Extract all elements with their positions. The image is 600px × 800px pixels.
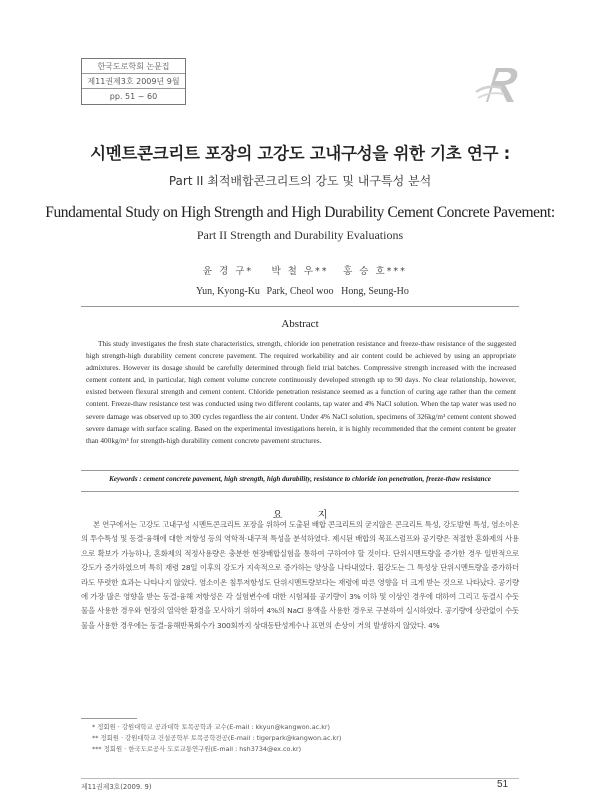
- keywords: Keywords : cement concrete pavement, high strength, high durability, resistance to chloride ion penetration, freeze-thaw resistance: [109, 475, 491, 483]
- journal-info-box: [81, 58, 186, 105]
- footnote: *** 정회원 · 한국도로공사 도로교통연구원(E-mail : hsh3734@ex.co.kr): [92, 745, 302, 753]
- page-number: 51: [497, 779, 509, 790]
- paper-subtitle-korean: Part II 최적배합콘크리트의 강도 및 내구특성 분석: [168, 174, 432, 188]
- divider: [81, 306, 519, 307]
- paper-subtitle-english: Part II Strength and Durability Evaluations: [196, 228, 404, 242]
- journal-r-logo-icon: [472, 62, 520, 106]
- footnote: ** 정회원 · 강원대학교 건설공학부 토목공학전공(E-mail : tigerpark@kangwon.ac.kr): [92, 734, 342, 742]
- abstract-heading: Abstract: [281, 318, 319, 330]
- journal-name: 한국도로학회 논문집: [82, 59, 185, 74]
- author-3: [315, 263, 435, 297]
- author-name-english: Park, Cheol woo: [266, 286, 334, 297]
- footer-issue: 제11권제3호(2009. 9): [81, 783, 152, 791]
- divider: [81, 470, 519, 471]
- abstract-body: This study investigates the fresh state characteristics, strength, chloride ion penetration resistance and freeze-thaw resistance of the suggested high strength-high durability cement concrete pavement. The required workability and air content could be achieved by using an appropriate admixtures. However its dosage should be carefully determined through field trial batches. Compressive strength increased with the increased cement content and, in particular, high cement volume concrete continuously developed strength up to 90 days. No clear relationship, however, existed between flexural strength and cement content. Chloride penetration resistance seemed as a function of curing age rather than the cement content. Freeze-thaw resistance test was conducted using two different coolants, tap water and 4% NaCl solution. When the tap water was used no severe damage was observed up to 300 cycles regardless the air content. Under 4% NaCl solution, specimens of 326kg/m³ cement content showed severe damage with surface scaling. Based on the experimental investigations herein, it is highly recommended that the cement content be greater than 400kg/m³ for strength-high durability cement concrete pavement structures.: [86, 339, 516, 445]
- journal-issue: 제11권제3호 2009년 9월: [82, 74, 185, 89]
- journal-pages: pp. 51 ~ 60: [109, 92, 158, 101]
- author-name-korean: 홍 승 호***: [343, 266, 407, 277]
- footnote: * 정회원 · 강원대학교 공과대학 토목공학과 교수(E-mail : kkyun@kangwon.ac.kr): [92, 723, 331, 731]
- author-name-english: Yun, Kyong-Ku: [196, 286, 260, 297]
- summary-body: 본 연구에서는 고강도 고내구성 시멘트콘크리트 포장을 위하여 도출된 배합 콘크리트의 굳지않은 콘크리트 특성, 강도발현 특성, 염소이온의 투수특성 및 동결-융해에 대한 저항성 등의 역학적·내구적 특성을 분석하였다. 제시된 배합의 목표스럼프와 공기량은 적절한 혼화제의 사용으로 확보가 가능하나, 혼화제의 적정사용량은 충분한 현장배합실험을 통하여 구하여야 할 것이다. 단위시멘트량을 증가한 경우 일반적으로 강도가 증가하였으며 특히 재령 28일 이후의 강도가 지속적으로 증가하는 양상을 나타내었다. 휨강도는 그 특성상 단위시멘트량을 증가하더라도 뚜렷한 효과는 나타나지 않았다. 염소이온 침투저항성도 단위시멘트량보다는 재령에 따른 영향을 더 크게 받는 것으로 나타났다. 공기량에 가장 많은 영향을 받는 동결-융해 저항성은 각 실험변수에 대한 시험체를 공기량이 3% 이하 및 이상인 경우에 대하여 그리고 동결시 수돗물을 사용한 경우와 현장의 열악한 환경을 모사하기 위하여 4%의 NaCl 용액을 사용한 경우로 구분하여 실시하였다. 공기량에 상관없이 수돗물을 사용한 경우에는 동결-융해반복회수가 300회까지 상대동탄성계수나 표면의 손상이 거의 발생하지 않았다. 4%: [81, 520, 519, 630]
- footnote-divider: [81, 718, 137, 719]
- author-name-english: Hong, Seung-Ho: [341, 286, 409, 297]
- footer-divider: [81, 778, 519, 779]
- paper-title-korean: 시멘트콘크리트 포장의 고강도 고내구성을 위한 기초 연구 :: [90, 144, 510, 163]
- footnotes: [92, 722, 341, 755]
- summary-heading: 요 지: [272, 510, 344, 521]
- divider: [81, 491, 519, 492]
- paper-title-english: Fundamental Study on High Strength and High Durability Cement Concrete Pavement:: [45, 204, 555, 221]
- author-name-korean: 박 철 우**: [271, 266, 329, 277]
- author-name-korean: 윤 경 구*: [202, 266, 254, 277]
